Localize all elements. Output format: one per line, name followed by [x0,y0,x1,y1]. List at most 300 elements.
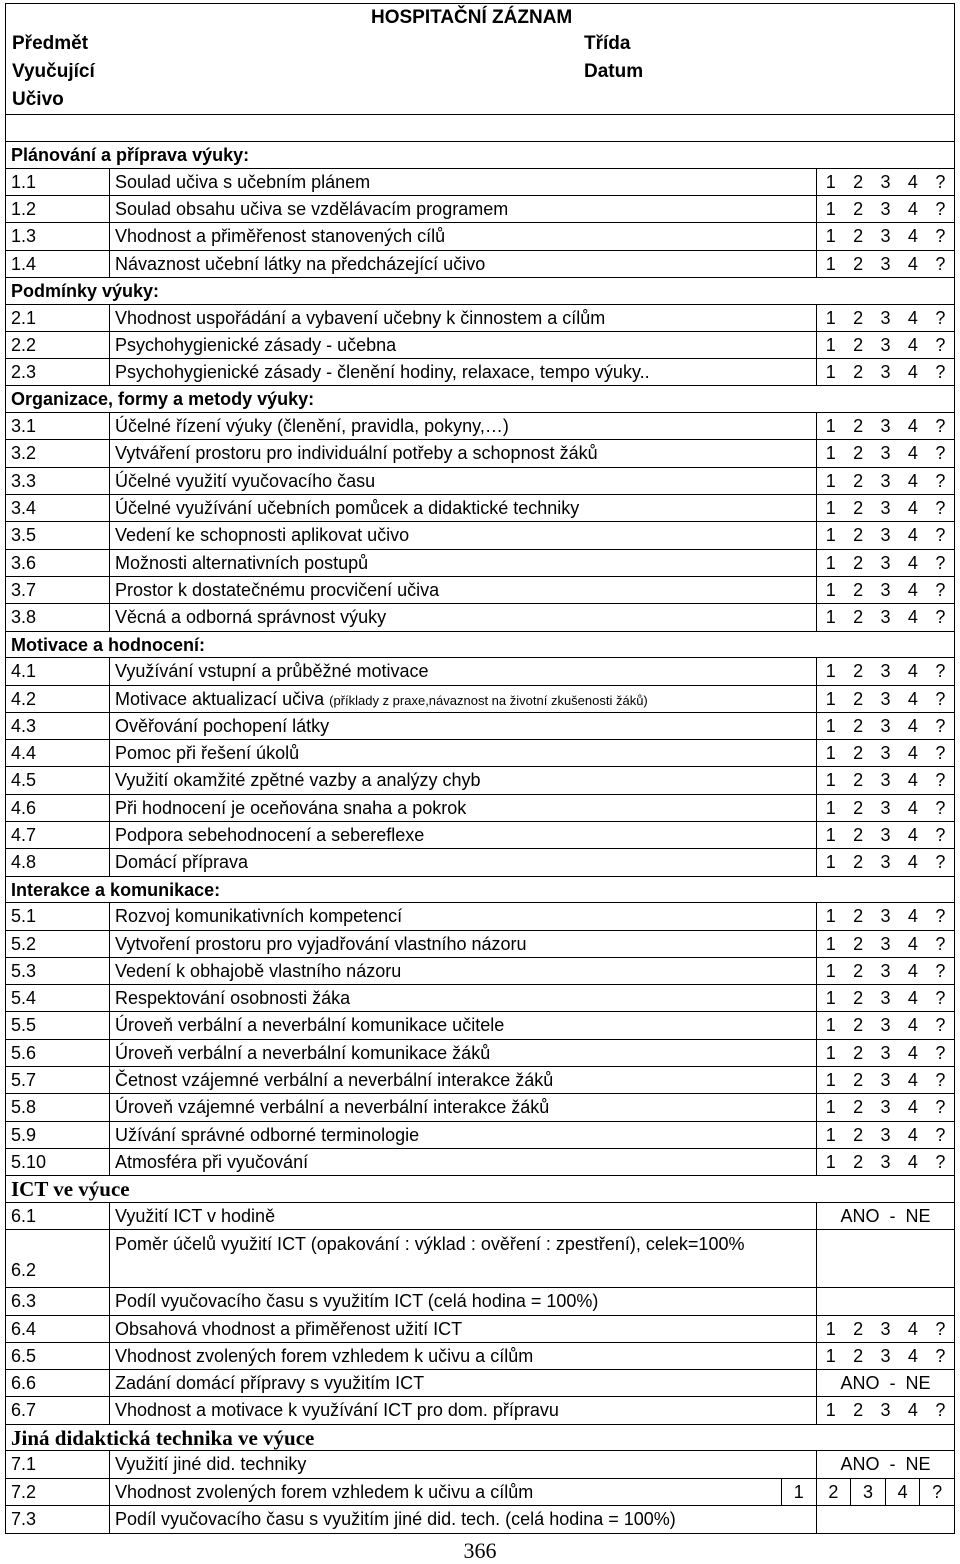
rating-scale[interactable] [817,795,954,821]
criterion-number: 4.1 [6,658,110,684]
rating-option[interactable]: 2 [853,416,864,437]
criterion-label: Ověřování pochopení látky [115,715,330,736]
rating-option[interactable]: 4 [907,1097,918,1118]
criterion-number: 6.6 [6,1370,110,1396]
criterion-number: 4.8 [6,849,110,875]
criterion-number: 5.6 [6,1040,110,1066]
yes-no-option[interactable]: ANO - NE [840,1454,931,1475]
criterion-text [110,795,817,821]
rating-option[interactable]: 4 [907,824,918,845]
rating-option[interactable]: 3 [880,607,891,628]
criterion-label: Využití okamžité zpětné vazby a analýzy chyb [115,770,481,791]
rating-option[interactable]: 2 [853,307,864,328]
rating-option[interactable]: 2 [853,498,864,519]
rating-scale[interactable] [817,169,954,195]
rating-option[interactable]: 1 [825,498,836,519]
rating-option[interactable]: 3 [880,416,891,437]
rating-option[interactable]: 2 [853,552,864,573]
criterion-row [6,795,954,822]
rating-option[interactable]: 4 [907,1015,918,1036]
rating-option[interactable]: 4 [907,988,918,1009]
section-title: Plánování a příprava výuky: [6,142,954,169]
criterion-number: 4.3 [6,713,110,739]
rating-scale[interactable] [817,332,954,358]
rating-option[interactable]: 2 [853,906,864,927]
rating-option[interactable]: ? [935,443,946,464]
rating-option[interactable]: 1 [825,579,836,600]
rating-option[interactable]: 3 [880,960,891,981]
criterion-text [110,1316,817,1342]
rating-option[interactable]: 2 [853,988,864,1009]
criterion-label: Zadání domácí přípravy s využitím ICT [115,1373,425,1394]
rating-scale[interactable] [817,1343,954,1369]
criterion-label: Vhodnost uspořádání a vybavení učebny k činnostem a cílům [115,307,606,328]
rating-option[interactable]: ? [935,743,946,764]
yes-no-option[interactable]: ANO - NE [840,1373,931,1394]
criterion-number: 1.2 [6,196,110,222]
form-header [6,4,954,115]
rating-scale[interactable] [817,1040,954,1066]
rating-option[interactable]: ? [935,1151,946,1172]
rating-option[interactable]: ? [935,226,946,247]
rating-option[interactable]: 4 [907,933,918,954]
rating-option[interactable]: 2 [853,933,864,954]
rating-option[interactable]: 3 [880,1124,891,1145]
empty-answer-cell[interactable] [817,1506,954,1533]
criterion-number: 6.7 [6,1397,110,1423]
criterion-row [6,413,954,440]
criterion-label: Vhodnost zvolených forem vzhledem k učivu a cílům [115,1481,534,1502]
criterion-number: 4.6 [6,795,110,821]
criterion-text [110,223,817,249]
rating-scale[interactable] [817,903,954,929]
rating-scale[interactable] [817,1149,954,1175]
rating-option[interactable]: ? [935,171,946,192]
rating-option[interactable]: 1 [825,1070,836,1091]
rating-option[interactable]: ? [935,1400,946,1421]
rating-option[interactable]: 2 [853,607,864,628]
rating-option[interactable]: 3 [880,852,891,873]
rating-option[interactable]: ? [935,579,946,600]
rating-option[interactable]: 2 [853,171,864,192]
criterion-text [110,332,817,358]
criterion-row [6,1230,954,1288]
rating-option[interactable]: ? [935,960,946,981]
rating-option[interactable]: ? [935,797,946,818]
rating-option[interactable]: 3 [880,715,891,736]
rating-option[interactable]: 3 [880,1345,891,1366]
rating-option[interactable]: ? [935,770,946,791]
criterion-row [6,1122,954,1149]
rating-scale[interactable] [817,413,954,439]
criterion-number: 6.3 [6,1288,110,1314]
rating-option[interactable]: ? [935,253,946,274]
criterion-number: 3.3 [6,468,110,494]
rating-option[interactable]: 4 [907,579,918,600]
rating-option[interactable]: 4 [907,171,918,192]
label-datum: Datum [584,61,644,82]
rating-option[interactable]: 1 [825,1400,836,1421]
criterion-number: 3.2 [6,440,110,466]
criterion-row [6,713,954,740]
rating-option[interactable]: ? [935,498,946,519]
rating-option[interactable]: 1 [825,715,836,736]
rating-option[interactable]: 3 [880,198,891,219]
rating-option[interactable]: 2 [853,579,864,600]
rating-option[interactable]: 2 [853,797,864,818]
criterion-number: 5.8 [6,1094,110,1120]
rating-scale[interactable] [817,822,954,848]
rating-option[interactable]: ? [935,715,946,736]
rating-scale[interactable] [817,604,954,630]
section-title: Organizace, formy a metody výuky: [6,386,954,413]
rating-option[interactable]: 3 [880,1400,891,1421]
section-title: Podmínky výuky: [6,278,954,305]
rating-option[interactable]: 3 [850,1479,885,1505]
rating-option[interactable]: 4 [907,198,918,219]
criterion-note: (příklady z praxe,návaznost na životní zkušenosti žáků) [329,692,648,708]
rating-option[interactable]: 4 [907,498,918,519]
criterion-label: Využívání vstupní a průběžné motivace [115,661,429,682]
criterion-row [6,332,954,359]
criterion-label: Pomoc při řešení úkolů [115,743,300,764]
rating-option[interactable]: 4 [907,552,918,573]
rating-option[interactable]: 1 [825,960,836,981]
rating-option[interactable]: 1 [825,1124,836,1145]
criterion-number: 5.5 [6,1012,110,1038]
rating-option[interactable]: 4 [907,770,918,791]
rating-scale[interactable] [817,550,954,576]
rating-option[interactable]: 1 [825,443,836,464]
criterion-row [6,849,954,876]
rating-option[interactable]: 1 [825,525,836,546]
rating-option[interactable]: 4 [907,852,918,873]
rating-option[interactable]: 1 [825,253,836,274]
rating-scale[interactable] [817,658,954,684]
rating-scale[interactable] [817,251,954,277]
rating-option[interactable]: 1 [825,988,836,1009]
rating-scale[interactable] [817,223,954,249]
rating-option[interactable]: 2 [853,1151,864,1172]
rating-option[interactable]: 1 [825,1042,836,1063]
rating-option[interactable]: 3 [880,1097,891,1118]
rating-option[interactable]: 2 [853,362,864,383]
criterion-row [6,1451,954,1478]
rating-option[interactable]: 4 [907,525,918,546]
rating-option[interactable]: ? [935,933,946,954]
rating-scale[interactable] [817,522,954,548]
criterion-row [6,658,954,685]
rating-scale[interactable] [817,577,954,603]
rating-scale[interactable] [817,686,954,712]
rating-option[interactable]: 4 [907,797,918,818]
rating-option[interactable]: 4 [907,334,918,355]
rating-option[interactable]: 3 [880,334,891,355]
rating-option[interactable]: 3 [880,797,891,818]
rating-option[interactable]: 3 [880,661,891,682]
rating-option[interactable]: 3 [880,525,891,546]
rating-option[interactable]: 1 [825,824,836,845]
rating-option[interactable]: 2 [853,1070,864,1091]
rating-option[interactable]: 1 [825,1318,836,1339]
rating-option[interactable]: 1 [825,1151,836,1172]
criterion-text [110,1149,817,1175]
rating-option[interactable]: 4 [907,307,918,328]
rating-option[interactable]: 4 [907,1400,918,1421]
rating-scale[interactable] [817,305,954,331]
criterion-row [6,468,954,495]
rating-option[interactable]: 1 [825,171,836,192]
rating-option[interactable]: 3 [880,824,891,845]
rating-option[interactable]: 4 [907,362,918,383]
rating-option[interactable]: 4 [885,1479,920,1505]
rating-option[interactable]: 3 [880,906,891,927]
criterion-label: Prostor k dostatečnému procvičení učiva [115,579,440,600]
rating-option[interactable]: 4 [907,743,918,764]
rating-option[interactable]: 1 [825,852,836,873]
criterion-row [6,196,954,223]
rating-option[interactable]: 4 [907,661,918,682]
criterion-label: Psychohygienické zásady - učebna [115,334,397,355]
rating-option[interactable]: 2 [853,852,864,873]
rating-option[interactable]: 4 [907,470,918,491]
rating-option[interactable]: 2 [853,226,864,247]
rating-scale[interactable] [817,495,954,521]
rating-option[interactable]: 3 [880,988,891,1009]
rating-option[interactable]: 2 [853,743,864,764]
rating-option[interactable]: 1 [825,226,836,247]
rating-option[interactable]: 3 [880,470,891,491]
rating-option[interactable]: 2 [853,1015,864,1036]
rating-scale[interactable] [817,849,954,875]
rating-option[interactable]: 3 [880,1318,891,1339]
rating-option[interactable]: ? [935,1345,946,1366]
rating-option[interactable]: ? [935,824,946,845]
criterion-text [110,550,817,576]
rating-option[interactable]: ? [935,1015,946,1036]
rating-option[interactable]: 2 [853,1042,864,1063]
rating-option[interactable]: 2 [853,1097,864,1118]
rating-option[interactable]: 3 [880,226,891,247]
rating-scale[interactable] [817,440,954,466]
rating-option[interactable]: ? [935,307,946,328]
rating-scale[interactable] [817,196,954,222]
rating-option[interactable]: 3 [880,688,891,709]
rating-option[interactable]: ? [935,1097,946,1118]
criterion-text [110,359,817,385]
rating-option[interactable]: 2 [853,1400,864,1421]
rating-option[interactable]: 3 [880,443,891,464]
rating-option[interactable]: 4 [907,1318,918,1339]
rating-option[interactable]: 2 [853,688,864,709]
rating-option[interactable]: 1 [825,933,836,954]
rating-option[interactable]: ? [935,362,946,383]
rating-option[interactable]: ? [935,852,946,873]
rating-option[interactable]: ? [935,607,946,628]
rating-option[interactable]: ? [935,334,946,355]
empty-answer-cell[interactable] [817,1288,954,1314]
rating-option[interactable]: 3 [880,498,891,519]
rating-option[interactable]: 3 [880,171,891,192]
criterion-number: 5.3 [6,958,110,984]
rating-option[interactable]: 4 [907,906,918,927]
rating-option[interactable]: 1 [825,607,836,628]
rating-option[interactable]: 3 [880,1042,891,1063]
rating-scale[interactable] [817,985,954,1011]
rating-option[interactable]: 2 [853,470,864,491]
rating-option[interactable]: ? [935,661,946,682]
criterion-text [110,251,817,277]
rating-scale[interactable] [817,1094,954,1120]
rating-option[interactable]: 1 [825,1097,836,1118]
rating-option[interactable]: 4 [907,688,918,709]
rating-option[interactable]: ? [935,1042,946,1063]
criterion-row [6,522,954,549]
rating-scale[interactable] [817,1397,954,1423]
rating-option[interactable]: 3 [880,1151,891,1172]
rating-option[interactable]: 3 [880,1070,891,1091]
rating-option[interactable]: 1 [825,1345,836,1366]
criterion-row [6,740,954,767]
blank-row [6,115,954,142]
rating-option[interactable]: 3 [880,253,891,274]
rating-scale[interactable] [782,1479,954,1505]
rating-option[interactable]: 4 [907,1151,918,1172]
rating-option[interactable]: 2 [853,824,864,845]
rating-option[interactable]: 1 [825,198,836,219]
rating-option[interactable]: 1 [825,552,836,573]
rating-option[interactable]: 4 [907,253,918,274]
rating-scale[interactable] [817,1067,954,1093]
rating-option[interactable]: 2 [853,253,864,274]
rating-scale[interactable] [817,359,954,385]
rating-scale[interactable] [817,1122,954,1148]
rating-option[interactable]: ? [935,416,946,437]
criterion-number: 2.2 [6,332,110,358]
rating-option[interactable]: ? [935,198,946,219]
rating-option[interactable]: 3 [880,552,891,573]
criterion-text [110,1370,817,1396]
rating-option[interactable]: 1 [825,770,836,791]
rating-option[interactable]: 4 [907,1042,918,1063]
rating-scale[interactable] [817,468,954,494]
criterion-row [6,1149,954,1176]
rating-option[interactable]: 2 [853,525,864,546]
rating-option[interactable]: 1 [825,362,836,383]
rating-option[interactable]: 4 [907,1345,918,1366]
rating-option[interactable]: 4 [907,1124,918,1145]
rating-option[interactable]: 1 [825,688,836,709]
rating-option[interactable]: 2 [853,443,864,464]
rating-option[interactable]: ? [935,1070,946,1091]
criterion-row [6,1288,954,1315]
criterion-text [110,1067,817,1093]
criterion-label: Užívání správné odborné terminologie [115,1124,420,1145]
rating-option[interactable]: ? [935,988,946,1009]
rating-option[interactable]: 3 [880,933,891,954]
rating-scale[interactable] [817,713,954,739]
rating-option[interactable]: ? [935,906,946,927]
rating-option[interactable]: 1 [825,1015,836,1036]
rating-option[interactable]: 1 [825,743,836,764]
rating-scale[interactable] [817,740,954,766]
criterion-label: Účelné řízení výuky (členění, pravidla, pokyny,…) [115,416,509,437]
rating-option[interactable]: 3 [880,770,891,791]
rating-option[interactable]: 1 [825,906,836,927]
rating-option[interactable]: ? [935,525,946,546]
yes-no-option[interactable]: ANO - NE [840,1205,931,1226]
rating-option[interactable]: 3 [880,1015,891,1036]
rating-option[interactable]: 4 [907,607,918,628]
criterion-row [6,767,954,794]
rating-option[interactable]: 4 [907,960,918,981]
rating-option[interactable]: 2 [853,1318,864,1339]
rating-option[interactable]: 1 [825,797,836,818]
rating-scale[interactable] [817,767,954,793]
rating-option[interactable]: 2 [853,198,864,219]
rating-option[interactable]: 3 [880,307,891,328]
rating-scale[interactable] [817,931,954,957]
rating-option[interactable]: 2 [853,770,864,791]
criterion-text [110,1230,817,1287]
label-vyucujici: Vyučující [12,61,95,82]
rating-option[interactable]: 4 [907,443,918,464]
rating-option[interactable]: 2 [853,661,864,682]
rating-option[interactable]: 2 [816,1479,851,1505]
rating-option[interactable]: ? [935,688,946,709]
rating-option[interactable]: 4 [907,715,918,736]
empty-answer-cell[interactable] [817,1230,954,1287]
criterion-number: 4.4 [6,740,110,766]
rating-option[interactable]: 1 [825,661,836,682]
criterion-text [110,440,817,466]
rating-option[interactable]: ? [935,470,946,491]
rating-option[interactable]: 2 [853,1345,864,1366]
rating-option[interactable]: ? [919,1479,954,1505]
criterion-number: 5.2 [6,931,110,957]
criterion-row [6,903,954,930]
rating-option[interactable]: 1 [825,307,836,328]
rating-option[interactable]: 3 [880,743,891,764]
rating-option[interactable]: 2 [853,1124,864,1145]
rating-option[interactable]: ? [935,552,946,573]
rating-option[interactable]: 3 [880,579,891,600]
criterion-text [110,604,817,630]
rating-scale[interactable] [817,958,954,984]
rating-option[interactable]: 4 [907,416,918,437]
criterion-row [6,577,954,604]
criterion-row [6,1203,954,1230]
rating-option[interactable]: 2 [853,334,864,355]
criterion-row [6,686,954,713]
rating-option[interactable]: ? [935,1124,946,1145]
criterion-number: 1.1 [6,169,110,195]
rating-option[interactable]: 2 [853,960,864,981]
rating-option[interactable]: 1 [825,416,836,437]
rating-scale[interactable] [817,1316,954,1342]
rating-option[interactable]: 3 [880,362,891,383]
rating-option[interactable]: 1 [825,334,836,355]
rating-option[interactable]: 4 [907,226,918,247]
rating-option[interactable]: ? [935,1318,946,1339]
rating-option[interactable]: 1 [793,1481,804,1502]
rating-scale[interactable] [817,1012,954,1038]
criterion-number: 6.2 [6,1230,110,1287]
criterion-text [110,903,817,929]
rating-option[interactable]: 4 [907,1070,918,1091]
rating-option[interactable]: 2 [853,715,864,736]
rating-option[interactable]: 1 [825,470,836,491]
